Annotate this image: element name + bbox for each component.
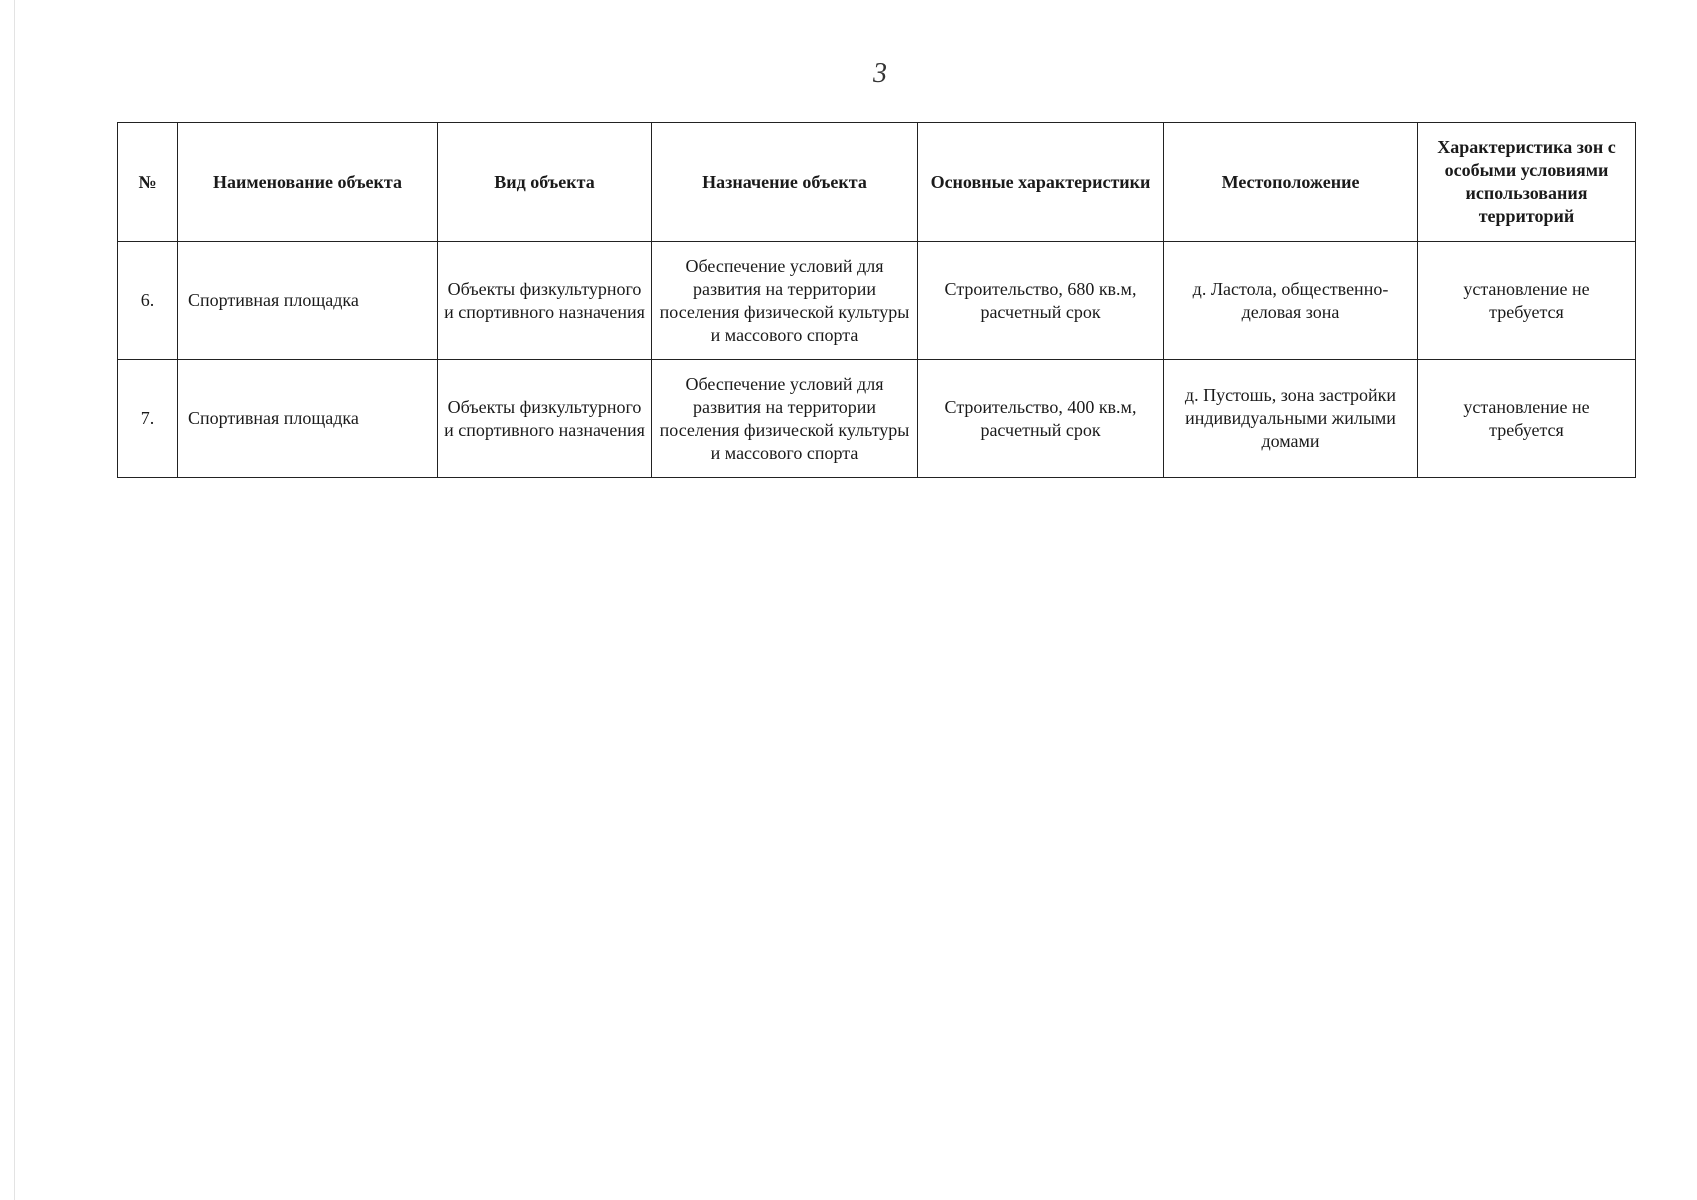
- cell-object-purpose: Обеспечение условий для развития на территории поселения физической культуры и массового спорта: [652, 242, 918, 360]
- header-special-zones: Характеристика зон с особыми условиями использования территорий: [1418, 123, 1636, 242]
- objects-table: [117, 122, 1636, 478]
- cell-special-zones: установление не требуется: [1418, 360, 1636, 478]
- cell-object-name: Спортивная площадка: [178, 360, 438, 478]
- table-row: [118, 360, 1636, 478]
- table-row: [118, 242, 1636, 360]
- header-object-type: Вид объекта: [438, 123, 652, 242]
- header-number: №: [118, 123, 178, 242]
- header-main-characteristics: Основные характеристики: [918, 123, 1164, 242]
- page-number: 3: [873, 58, 887, 89]
- cell-number: 6.: [118, 242, 178, 360]
- cell-object-type: Объекты физкультурного и спортивного назначения: [438, 360, 652, 478]
- cell-number: 7.: [118, 360, 178, 478]
- header-object-purpose: Назначение объекта: [652, 123, 918, 242]
- cell-location: д. Пустошь, зона застройки индивидуальными жилыми домами: [1164, 360, 1418, 478]
- cell-main-characteristics: Строительство, 400 кв.м, расчетный срок: [918, 360, 1164, 478]
- cell-main-characteristics: Строительство, 680 кв.м, расчетный срок: [918, 242, 1164, 360]
- scan-edge-line: [14, 0, 15, 1200]
- header-location: Местоположение: [1164, 123, 1418, 242]
- cell-object-type: Объекты физкультурного и спортивного назначения: [438, 242, 652, 360]
- header-object-name: Наименование объекта: [178, 123, 438, 242]
- cell-object-purpose: Обеспечение условий для развития на территории поселения физической культуры и массового спорта: [652, 360, 918, 478]
- table-header-row: [118, 123, 1636, 242]
- cell-special-zones: установление не требуется: [1418, 242, 1636, 360]
- cell-object-name: Спортивная площадка: [178, 242, 438, 360]
- cell-location: д. Ластола, общественно-деловая зона: [1164, 242, 1418, 360]
